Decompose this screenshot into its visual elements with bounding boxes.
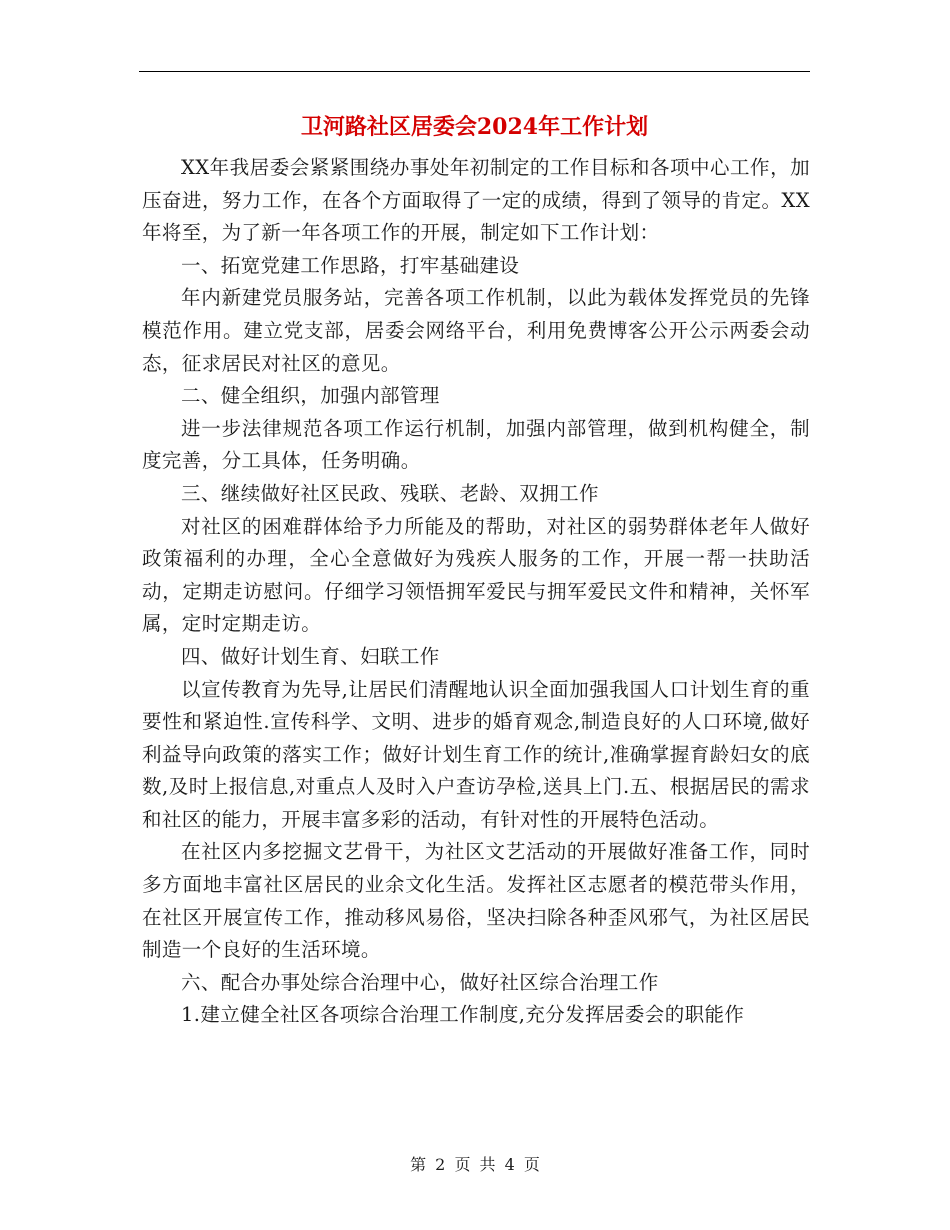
header-rule xyxy=(139,71,810,72)
paragraph-section-1: 年内新建党员服务站，完善各项工作机制，以此为载体发挥党员的先锋模范作用。建立党支部，居委会网络平台，利用免费博客公开公示两委会动态，征求居民对社区的意见。 xyxy=(142,286,810,375)
section-heading-4: 四、做好计划生育、妇联工作 xyxy=(181,644,440,668)
document-body xyxy=(142,152,810,1032)
section-heading-1: 一、拓宽党建工作思路，打牢基础建设 xyxy=(181,253,520,277)
paragraph-section-2: 进一步法律规范各项工作运行机制，加强内部管理，做到机构健全，制度完善，分工具体，任务明确。 xyxy=(142,416,810,473)
paragraph-section-6-item-1: 1.建立健全社区各项综合治理工作制度,充分发挥居委会的职能作 xyxy=(181,1003,745,1027)
document-title: 卫河路社区居委会2024年工作计划 xyxy=(300,114,649,140)
paragraph-intro: XX年我居委会紧紧围绕办事处年初制定的工作目标和各项中心工作，加压奋进，努力工作，在各个方面取得了一定的成绩，得到了领导的肯定。XX年将至，为了新一年各项工作的开展，制定如下工作计划： xyxy=(142,156,810,245)
paragraph-section-4: 以宣传教育为先导,让居民们清醒地认识全面加强我国人口计划生育的重要性和紧迫性.宣传科学、文明、进步的婚育观念,制造良好的人口环境,做好利益导向政策的落实工作；做好计划生育工作的统计,准确掌握育龄妇女的底数,及时上报信息,对重点人及时入户查访孕检,送具上门.五、根据居民的需求和社区的能力，开展丰富多彩的活动，有针对性的开展特色活动。 xyxy=(142,677,810,831)
paragraph-section-3: 对社区的困难群体给予力所能及的帮助，对社区的弱势群体老年人做好政策福利的办理，全心全意做好为残疾人服务的工作，开展一帮一扶助活动，定期走访慰问。仔细学习领悟拥军爱民与拥军爱民文件和精神，关怀军属，定时定期走访。 xyxy=(142,514,810,636)
page-number: 第 2 页 共 4 页 xyxy=(410,1155,540,1174)
section-heading-2: 二、健全组织，加强内部管理 xyxy=(181,384,440,408)
section-heading-6: 六、配合办事处综合治理中心，做好社区综合治理工作 xyxy=(181,970,659,994)
section-heading-3: 三、继续做好社区民政、残联、老龄、双拥工作 xyxy=(181,481,599,505)
paragraph-section-5: 在社区内多挖掘文艺骨干，为社区文艺活动的开展做好准备工作，同时多方面地丰富社区居民的业余文化生活。发挥社区志愿者的模范带头作用，在社区开展宣传工作，推动移风易俗，坚决扫除各种歪风邪气，为社区居民制造一个良好的生活环境。 xyxy=(142,840,810,962)
